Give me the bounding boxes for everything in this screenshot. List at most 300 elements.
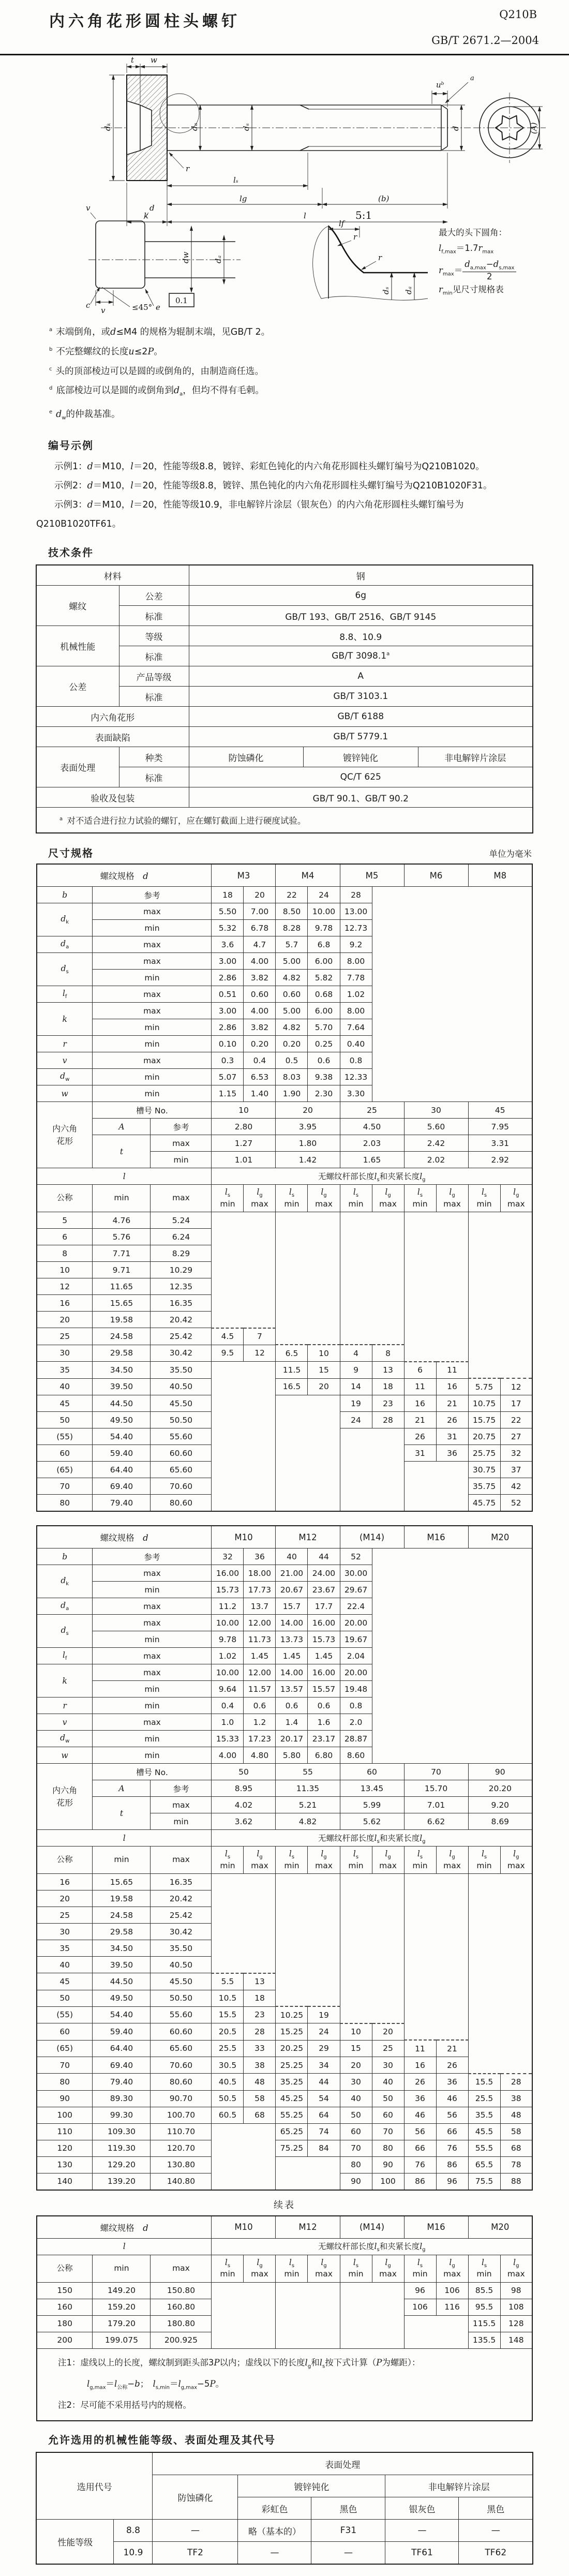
fillet-formula-2-num: $d_{a,max}-d_{s,max}$ bbox=[462, 260, 516, 272]
table-cell: 5.07 bbox=[212, 1069, 244, 1085]
cell: 略（基本的） bbox=[238, 2520, 311, 2542]
row-label: $l_f$ bbox=[37, 986, 93, 1003]
table-cell: 12.00 bbox=[244, 1664, 276, 1681]
table-cell: 15.25 bbox=[276, 2023, 308, 2041]
row-sublabel: max bbox=[93, 953, 212, 970]
table-cell: 149.20 bbox=[93, 2282, 151, 2299]
table-cell: 0.20 bbox=[244, 1036, 276, 1052]
table-cell: 55.60 bbox=[151, 2006, 212, 2023]
table-cell: 32 bbox=[212, 1548, 244, 1565]
len-nominal: 20 bbox=[37, 1312, 93, 1328]
table-cell: 17.73 bbox=[244, 1582, 276, 1598]
len-nominal: 130 bbox=[37, 2156, 93, 2173]
cell: GB/T 6188 bbox=[189, 707, 533, 727]
table-cell: 3.30 bbox=[340, 1085, 372, 1102]
table-cell: 16.00 bbox=[308, 1664, 340, 1681]
cell: TF61 bbox=[385, 2542, 459, 2565]
col-header-size: M5 bbox=[340, 864, 404, 887]
row-sublabel: min bbox=[93, 1731, 212, 1747]
table-cell: 1.2 bbox=[244, 1714, 276, 1731]
cell: — bbox=[238, 2542, 311, 2565]
table-cell: 15.5 bbox=[212, 2006, 244, 2023]
len-nominal: 16 bbox=[37, 1295, 93, 1312]
table-cell: 109.30 bbox=[93, 2123, 151, 2140]
table-cell: 30 bbox=[404, 1102, 468, 1119]
empty-cell bbox=[340, 1278, 404, 1295]
table-cell: 22 bbox=[500, 1412, 532, 1428]
empty-cell bbox=[468, 1957, 532, 1973]
row-sublabel: 参考 bbox=[93, 1548, 212, 1565]
sub-header: $l_s$ min bbox=[468, 1185, 500, 1212]
table-cell: 17.7 bbox=[308, 1598, 340, 1615]
table-cell: 4.80 bbox=[244, 1747, 276, 1764]
len-nominal: 90 bbox=[37, 2090, 93, 2107]
empty-cell bbox=[340, 2006, 404, 2023]
table-cell: 8.28 bbox=[276, 920, 308, 936]
empty-cell bbox=[468, 1229, 532, 1245]
len-nominal: 50 bbox=[37, 1412, 93, 1428]
table-cell: 55.25 bbox=[276, 2107, 308, 2123]
table-cell: 3.31 bbox=[468, 1135, 532, 1152]
col-header-size: M16 bbox=[404, 2216, 468, 2239]
table-cell: 65.5 bbox=[468, 2156, 500, 2173]
sub-header: $l_s$ min bbox=[276, 2255, 308, 2282]
empty-cell bbox=[404, 1345, 468, 1362]
len-nominal: 200 bbox=[37, 2332, 93, 2348]
page-header bbox=[0, 0, 569, 54]
row-sublabel: min bbox=[93, 1019, 212, 1036]
table-cell: 98 bbox=[500, 2282, 532, 2299]
row-sublabel: min bbox=[151, 1813, 212, 1830]
empty-cell bbox=[404, 1262, 468, 1278]
table-cell: 8.95 bbox=[212, 1780, 276, 1797]
len-nominal: 30 bbox=[37, 1924, 93, 1940]
table-cell: 55.5 bbox=[468, 2140, 500, 2156]
table-cell: 48 bbox=[500, 2107, 532, 2123]
len-nominal: 16 bbox=[37, 1874, 93, 1890]
row-sublabel: 参考 bbox=[151, 1119, 212, 1135]
table-cell: 9.71 bbox=[93, 1262, 151, 1278]
table-cell: 26 bbox=[436, 2057, 468, 2074]
cell: 表面处理 bbox=[36, 747, 119, 787]
table-cell: 16 bbox=[404, 1395, 436, 1412]
empty-cell bbox=[468, 2040, 532, 2057]
table-cell: 5.60 bbox=[404, 1119, 468, 1135]
table-cell: 78 bbox=[500, 2156, 532, 2173]
empty-cell bbox=[212, 2140, 276, 2156]
table-cell: 60.5 bbox=[212, 2107, 244, 2123]
table-cell: 68 bbox=[244, 2107, 276, 2123]
cell: 8.8 bbox=[114, 2520, 153, 2542]
len-nominal: 80 bbox=[37, 2074, 93, 2091]
numbering-example-2: 示例2：d＝M10，l＝20，性能等级8.8，镀锌、黑色钝化的内六角花形圆柱头螺钉编号为Q210B1020F31。 bbox=[54, 481, 492, 492]
row-sublabel: min bbox=[93, 920, 212, 936]
table-cell: 3.95 bbox=[276, 1119, 340, 1135]
row-label: w bbox=[37, 1747, 93, 1764]
dim-label-l: l bbox=[304, 211, 306, 220]
row-sublabel: min bbox=[93, 1631, 212, 1648]
empty-cell bbox=[404, 1990, 468, 2006]
table-cell: 45.50 bbox=[151, 1973, 212, 1990]
empty-cell bbox=[468, 1924, 532, 1940]
cell: GB/T 193、GB/T 2516、GB/T 9145 bbox=[189, 606, 533, 626]
table-cell: 4.76 bbox=[93, 1212, 151, 1229]
table-cell: 1.45 bbox=[308, 1648, 340, 1664]
row-label: w bbox=[37, 1085, 93, 1102]
fillet-formula-3: $r_{min}$见尺寸规格表 bbox=[439, 285, 504, 296]
dim-label-dk: dₖ bbox=[103, 123, 112, 131]
table-cell: 16.00 bbox=[212, 1565, 244, 1582]
table-cell: 148 bbox=[500, 2332, 532, 2348]
empty-cell bbox=[340, 1295, 404, 1312]
row-sublabel: max bbox=[151, 1797, 212, 1813]
table-cell: 17.23 bbox=[244, 1731, 276, 1747]
table-cell: 18 bbox=[212, 887, 244, 903]
table-cell: 20.67 bbox=[276, 1582, 308, 1598]
len-nominal: (65) bbox=[37, 1462, 93, 1478]
callout-e: e bbox=[156, 303, 160, 312]
empty-cell bbox=[212, 1462, 276, 1478]
empty-cell bbox=[468, 1874, 532, 1890]
footnote-d: $^d$ 底部棱边可以是圆的或倒角到$d_a$，但均不得有毛刺。 bbox=[49, 385, 264, 397]
col-header-size: M3 bbox=[212, 864, 276, 887]
dim-table-m10-m20 bbox=[36, 1525, 533, 2191]
table-cell: 30.42 bbox=[151, 1345, 212, 1362]
table-cell: 9.78 bbox=[212, 1631, 244, 1648]
table-cell: 45 bbox=[468, 1102, 532, 1119]
empty-cell bbox=[340, 1874, 404, 1890]
table-cell: 0.6 bbox=[276, 1698, 308, 1714]
table-cell: 95.5 bbox=[468, 2299, 500, 2315]
cell: $^a$ 对不适合进行拉力试验的螺钉，应在螺钉截面上进行硬度试验。 bbox=[36, 808, 533, 833]
table-cell: 25 bbox=[372, 2040, 404, 2057]
table-cell: 1.15 bbox=[212, 1085, 244, 1102]
cell: 黑色 bbox=[459, 2497, 533, 2520]
table-cell: 15.73 bbox=[212, 1582, 244, 1598]
sub-header: $l_s$ min bbox=[404, 2255, 436, 2282]
table-cell: 14 bbox=[340, 1378, 372, 1395]
table-cell: 28 bbox=[500, 2074, 532, 2091]
len-nominal: 70 bbox=[37, 2057, 93, 2074]
table-cell: 4.00 bbox=[244, 1003, 276, 1019]
table-cell: 59.40 bbox=[93, 2023, 151, 2041]
table-cell: 4.7 bbox=[244, 936, 276, 953]
empty-cell bbox=[404, 1924, 468, 1940]
table-notes: 注1：虚线以上的长度，螺纹制到距头部3P以内；虚线以下的长度$l_g$和$l_s$按下式计算（P为螺距）： $l_{g,max}=l_{公称}-b$； $l_{s,min}=l_{g,max}-5P$。 注2：尽可能不采用括号内的规格。 bbox=[37, 2348, 532, 2421]
empty-cell bbox=[276, 1312, 340, 1328]
table-cell: 1.01 bbox=[212, 1152, 276, 1168]
table-cell: 4.82 bbox=[276, 1019, 308, 1036]
table-cell: 8.60 bbox=[340, 1747, 372, 1764]
table-cell: 6.80 bbox=[308, 1747, 340, 1764]
table-cell: 28 bbox=[340, 887, 372, 903]
cell: 镀锌钝化 bbox=[303, 747, 418, 767]
table-cell: 0.51 bbox=[212, 986, 244, 1003]
table-cell: 20.42 bbox=[151, 1890, 212, 1907]
empty-cell bbox=[404, 1245, 468, 1262]
dim-label-lf: lf bbox=[339, 219, 345, 228]
row-sublabel: max bbox=[93, 1648, 212, 1664]
empty-cell bbox=[468, 1278, 532, 1295]
footnote-e: $^e$ $d_w$的仲裁基准。 bbox=[49, 409, 121, 421]
detail-scale: 5:1 bbox=[355, 209, 372, 221]
table-cell: 6.00 bbox=[308, 953, 340, 970]
footnote-c: $^c$ 头的顶部棱边可以是圆的或倒角的，由制造商任选。 bbox=[49, 366, 264, 377]
table-cell: 60 bbox=[340, 2123, 372, 2140]
standard-number: GB/T 2671.2—2004 bbox=[431, 34, 539, 47]
row-label: k bbox=[37, 1664, 93, 1698]
sub-header: $l_s$ min bbox=[404, 1847, 436, 1874]
head-detail-outline bbox=[96, 221, 145, 288]
row-sublabel: max bbox=[93, 1565, 212, 1582]
row-label: v bbox=[37, 1714, 93, 1731]
row-label: $l_f$ bbox=[37, 1648, 93, 1664]
table-cell: 4.82 bbox=[276, 970, 308, 986]
empty-cell bbox=[404, 1957, 468, 1973]
sub-header: 公称 bbox=[37, 1185, 93, 1212]
row-label: 内六角 花形 bbox=[37, 1764, 93, 1830]
numbering-examples-section bbox=[0, 437, 569, 534]
col-header-size: M8 bbox=[468, 864, 532, 887]
empty-cell bbox=[468, 1262, 532, 1278]
table-cell: 6.8 bbox=[308, 936, 340, 953]
table-cell: 18 bbox=[244, 1990, 276, 2006]
cell: QC/T 625 bbox=[189, 767, 533, 787]
len-nominal: 40 bbox=[37, 1957, 93, 1973]
cell: 8.8、10.9 bbox=[189, 626, 533, 646]
empty-cell bbox=[212, 1245, 276, 1262]
empty-cell bbox=[212, 1295, 276, 1312]
table-cell: 7.00 bbox=[244, 903, 276, 920]
cell: 标准 bbox=[119, 606, 189, 626]
table-cell: 7.64 bbox=[340, 1019, 372, 1036]
table-cell: 7.78 bbox=[340, 970, 372, 986]
table-cell: 50.50 bbox=[151, 1990, 212, 2006]
table-cell: 50 bbox=[212, 1764, 276, 1780]
table-cell: 33 bbox=[244, 2040, 276, 2057]
empty-cell bbox=[404, 1212, 468, 1229]
length-span-label: 无螺纹杆部长度$l_s$和夹紧长度$l_g$ bbox=[212, 1830, 532, 1847]
sub-header: $l_s$ min bbox=[340, 1185, 372, 1212]
empty-cell bbox=[212, 1262, 276, 1278]
table-cell: 30 bbox=[340, 2074, 372, 2091]
cell: 表面处理 bbox=[153, 2452, 533, 2475]
empty-cell bbox=[404, 2006, 468, 2023]
empty-cell bbox=[340, 1990, 404, 2006]
table-cell: 64 bbox=[308, 2107, 340, 2123]
table-cell: 38 bbox=[500, 2090, 532, 2107]
cell: 标准 bbox=[119, 687, 189, 707]
sub-header: min bbox=[93, 1847, 151, 1874]
sub-header: $l_s$ min bbox=[340, 1847, 372, 1874]
col-header: 螺纹规格 d bbox=[37, 2216, 212, 2239]
cell: 验收及包装 bbox=[36, 787, 189, 808]
dim-label-ls: lₛ bbox=[233, 175, 238, 185]
table-cell: 20 bbox=[340, 2057, 372, 2074]
table-cell: 139.20 bbox=[93, 2173, 151, 2190]
table-cell: 11.57 bbox=[244, 1681, 276, 1698]
table-cell: 1.6 bbox=[308, 1714, 340, 1731]
cell: 黑色 bbox=[311, 2497, 385, 2520]
cell: 6g bbox=[189, 586, 533, 606]
empty-cell bbox=[276, 1395, 340, 1412]
dim-label-u: uᵇ bbox=[436, 80, 444, 90]
table-cell: 10 bbox=[212, 1102, 276, 1119]
table-cell: 5.32 bbox=[212, 920, 244, 936]
table-cell: 8.50 bbox=[276, 903, 308, 920]
empty-cell bbox=[468, 1890, 532, 1907]
table-cell: 7.95 bbox=[468, 1119, 532, 1135]
table-cell: 20.5 bbox=[212, 2023, 244, 2041]
table-cell: 24 bbox=[308, 2023, 340, 2041]
empty-cell bbox=[212, 1212, 276, 1229]
dims-heading: 尺寸规格 bbox=[48, 847, 94, 860]
empty-cell bbox=[340, 1478, 404, 1495]
table-cell: 12 bbox=[244, 1345, 276, 1362]
empty-cell bbox=[468, 1312, 532, 1328]
table-cell: 40.50 bbox=[151, 1378, 212, 1395]
table-cell: 129.20 bbox=[93, 2156, 151, 2173]
cell: 产品等级 bbox=[119, 666, 189, 687]
callout-r1: r bbox=[353, 232, 357, 242]
table-cell: 54.40 bbox=[93, 1428, 151, 1445]
table-cell: 1.40 bbox=[244, 1085, 276, 1102]
table-cell: 10.75 bbox=[468, 1395, 500, 1412]
empty-cell bbox=[212, 1890, 276, 1907]
table-cell: 128 bbox=[500, 2315, 532, 2332]
empty-cell bbox=[212, 1312, 276, 1328]
row-sublabel: max bbox=[93, 1615, 212, 1631]
table-cell: 8 bbox=[372, 1345, 404, 1362]
empty-cell bbox=[404, 1495, 468, 1512]
empty-cell bbox=[340, 1495, 404, 1512]
row-sublabel: min bbox=[151, 1152, 212, 1168]
table-cell: 35.75 bbox=[468, 1478, 500, 1495]
table-cell: 17 bbox=[500, 1395, 532, 1412]
row-label: $d_w$ bbox=[37, 1731, 93, 1747]
table-cell: 30.42 bbox=[151, 1924, 212, 1940]
table-cell: 28.87 bbox=[340, 1731, 372, 1747]
row-label: $d_a$ bbox=[37, 936, 93, 953]
table-cell: 27 bbox=[500, 1428, 532, 1445]
fillet-formula-block bbox=[439, 225, 542, 302]
dim-label-A: (A) bbox=[529, 122, 538, 134]
row-sublabel: max bbox=[93, 1003, 212, 1019]
continuation-label: 续表 bbox=[274, 2199, 295, 2211]
empty-cell bbox=[468, 1907, 532, 1924]
table-cell: 85.5 bbox=[468, 2282, 500, 2299]
sub-header: $l_s$ min bbox=[340, 2255, 372, 2282]
empty-cell bbox=[276, 1412, 340, 1428]
table-cell: 64.40 bbox=[93, 1462, 151, 1478]
cell: 等级 bbox=[119, 626, 189, 646]
table-cell: 10.00 bbox=[308, 903, 340, 920]
table-cell: 19 bbox=[340, 1395, 372, 1412]
empty-cell bbox=[468, 1362, 532, 1379]
table-cell: 159.20 bbox=[93, 2299, 151, 2315]
empty-cell bbox=[404, 1462, 468, 1478]
dim-table-1-mount bbox=[0, 863, 569, 1512]
empty-cell bbox=[276, 1278, 340, 1295]
empty-cell bbox=[340, 1245, 404, 1262]
table-cell: 37 bbox=[500, 1462, 532, 1478]
table-cell: 200.925 bbox=[151, 2332, 212, 2348]
table-cell: 2.03 bbox=[340, 1135, 404, 1152]
row-sublabel: 槽号 No. bbox=[93, 1102, 212, 1119]
table-cell: 11.35 bbox=[276, 1780, 340, 1797]
table-cell: 10 bbox=[308, 1345, 340, 1362]
table-cell: 11.73 bbox=[244, 1631, 276, 1648]
empty-cell bbox=[468, 1990, 532, 2006]
table-cell: 20.25 bbox=[276, 2040, 308, 2057]
len-nominal: 160 bbox=[37, 2299, 93, 2315]
footnote-a: $^a$ 末端倒角，或d≤M4 的规格为辊制末端，见GB/T 2。 bbox=[49, 326, 271, 337]
table-cell: 25.25 bbox=[276, 2057, 308, 2074]
table-cell: 34 bbox=[308, 2057, 340, 2074]
row-label: k bbox=[37, 1003, 93, 1036]
col-header: 螺纹规格 d bbox=[37, 864, 212, 887]
table-cell: 15.33 bbox=[212, 1731, 244, 1747]
cell: A bbox=[189, 666, 533, 687]
empty-cell bbox=[212, 1940, 276, 1957]
grades-heading: 允许选用的机械性能等级、表面处理及其代号 bbox=[48, 2434, 276, 2447]
cell: 公差 bbox=[36, 666, 119, 707]
empty-cell bbox=[404, 1907, 468, 1924]
cell: 标准 bbox=[119, 767, 189, 787]
table-cell: 31 bbox=[404, 1445, 436, 1462]
table-cell: 0.6 bbox=[244, 1698, 276, 1714]
table-cell: 5.7 bbox=[276, 936, 308, 953]
table-cell: 1.4 bbox=[276, 1714, 308, 1731]
dims-heading-row bbox=[36, 845, 533, 859]
table-cell: 69.40 bbox=[93, 2057, 151, 2074]
table-cell: 23.17 bbox=[308, 1731, 340, 1747]
table-cell: 108 bbox=[500, 2299, 532, 2315]
table-cell: 15.7 bbox=[276, 1598, 308, 1615]
table-cell: 35.50 bbox=[151, 1362, 212, 1379]
numbering-heading: 编号示例 bbox=[48, 439, 94, 452]
table-cell: 0.8 bbox=[340, 1052, 372, 1069]
table-cell: 0.10 bbox=[212, 1036, 244, 1052]
row-label: 内六角 花形 bbox=[37, 1102, 93, 1168]
table-cell: 24.58 bbox=[93, 1328, 151, 1345]
table-cell: 0.68 bbox=[308, 986, 340, 1003]
sub-header: $l_g$ max bbox=[308, 2255, 340, 2282]
table-cell: 86 bbox=[436, 2156, 468, 2173]
table-cell: 18 bbox=[372, 1378, 404, 1395]
table-cell: 9.64 bbox=[212, 1681, 244, 1698]
table-cell: 19.58 bbox=[93, 1312, 151, 1328]
len-nominal: (55) bbox=[37, 1428, 93, 1445]
table-cell: 100 bbox=[372, 2173, 404, 2190]
table-cell: 30.5 bbox=[212, 2057, 244, 2074]
table-cell: 5.70 bbox=[308, 1019, 340, 1036]
table-cell: 26 bbox=[404, 1428, 436, 1445]
sub-header: $l_s$ min bbox=[468, 1847, 500, 1874]
empty-cell bbox=[340, 2282, 404, 2299]
table-cell: 60.60 bbox=[151, 2023, 212, 2041]
table-cell: 2.86 bbox=[212, 1019, 244, 1036]
table-cell: 28 bbox=[244, 2023, 276, 2041]
table-cell: 59.40 bbox=[93, 1445, 151, 1462]
table-cell: 24 bbox=[340, 1412, 372, 1428]
dim-table-cont-mount bbox=[0, 2215, 569, 2422]
cell: 机械性能 bbox=[36, 626, 119, 666]
table-cell: 11.2 bbox=[212, 1598, 244, 1615]
table-cell: 5.50 bbox=[212, 903, 244, 920]
table-cell: 54.40 bbox=[93, 2006, 151, 2023]
empty-cell bbox=[276, 1428, 340, 1445]
